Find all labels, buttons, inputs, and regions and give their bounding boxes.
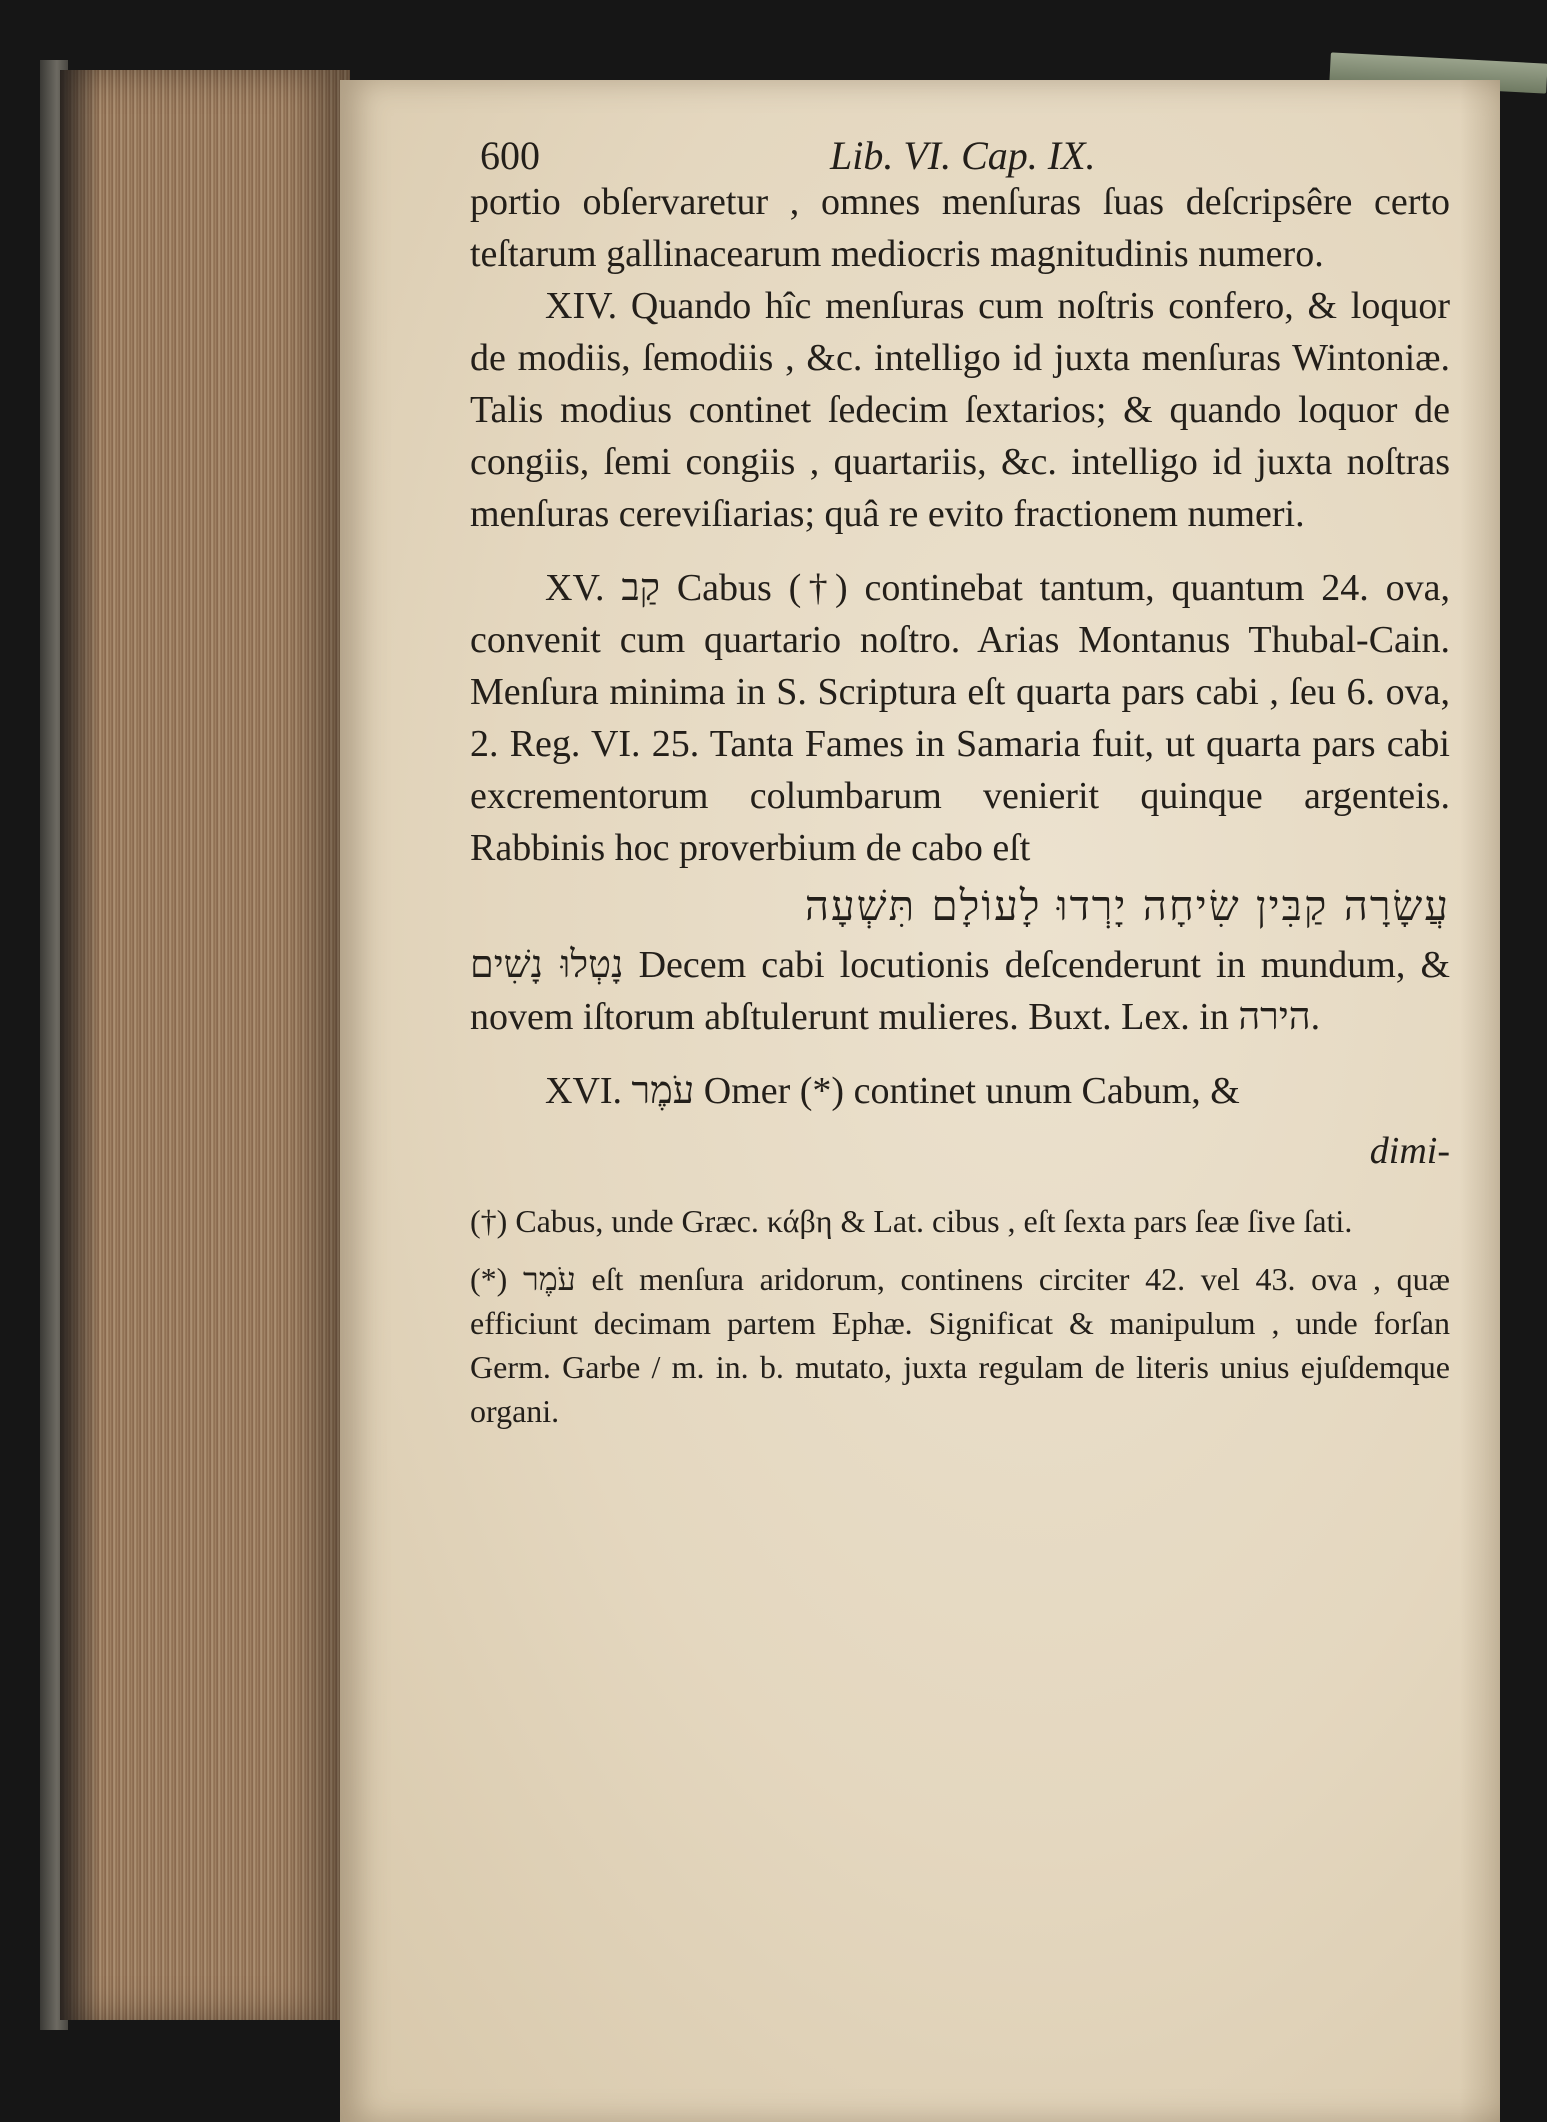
page-number: 600 [480, 133, 540, 178]
page-edge-shade [1460, 80, 1500, 2122]
running-title: Lib. VI. Cap. IX. [830, 133, 1096, 178]
footnote-dagger: (†) Cabus, unde Græc. κάβη & Lat. cibus , eſt ſexta pars ſeæ ſive ſati. [470, 1203, 1353, 1239]
page-header [470, 120, 1450, 176]
catchword: dimi- [1369, 1130, 1450, 1172]
paragraph-xvi: XVI. עֹמֶר Omer (*) continet unum Cabum, & [545, 1070, 1240, 1112]
page-block-shadow [60, 70, 100, 2020]
hebrew-phrase: נָטְלוּ נָשִׁים [470, 942, 624, 986]
page-block-edges [60, 70, 350, 2020]
paragraph-translation [470, 938, 1450, 1043]
paragraph-continuation: portio obſervaretur , omnes menſuras ſuas deſcripsêre certo teſtarum gallinacearum mediocris magnitudinis numero. [470, 181, 1450, 275]
footnote-asterisk: (*) עֹמֶר eſt menſura aridorum, continens circiter 42. vel 43. ova , quæ efficiunt decimam partem Ephæ. Significat & manipulum , unde forſan Germ. Garbe / m. in. b. mutato, juxta regulam de literis unius ejuſdemque organi. [470, 1261, 1451, 1429]
paragraph-xv: XV. קַב Cabus (†) continebat tantum, quantum 24. ova, convenit cum quartario noſtro. Arias Montanus Thubal-Cain. Menſura minima in S. Scriptura eſt quarta pars cabi , ſeu 6. ova, 2. Reg. VI. 25. Tanta Fames in Samaria fuit, ut quarta pars cabi excrementorum columbarum venierit quinque argenteis. Rabbinis hoc proverbium de cabo eſt [470, 567, 1450, 869]
hebrew-proverb: עֲשָׂרָה קַבִּין שִׂיחָה יָרְדוּ לָעוֹלָם תִּשְׁעָה [804, 881, 1450, 930]
footnotes [470, 1199, 1450, 1433]
translation-text: Decem cabi locutionis deſcenderunt in mundum, & novem iſtorum abſtulerunt mulieres. Buxt. Lex. in הירה. [470, 944, 1451, 1038]
page-text [470, 120, 1450, 1433]
paragraph-xiv: XIV. Quando hîc menſuras cum noſtris confero, & loquor de modiis, ſemodiis , &c. intelligo id juxta menſuras Wintoniæ. Talis modius continet ſedecim ſextarios; & quando loquor de congiis, ſemi congiis , quartariis, &c. intelligo id juxta noſtras menſuras cereviſiarias; quâ re evito fractionem numeri. [470, 285, 1450, 535]
